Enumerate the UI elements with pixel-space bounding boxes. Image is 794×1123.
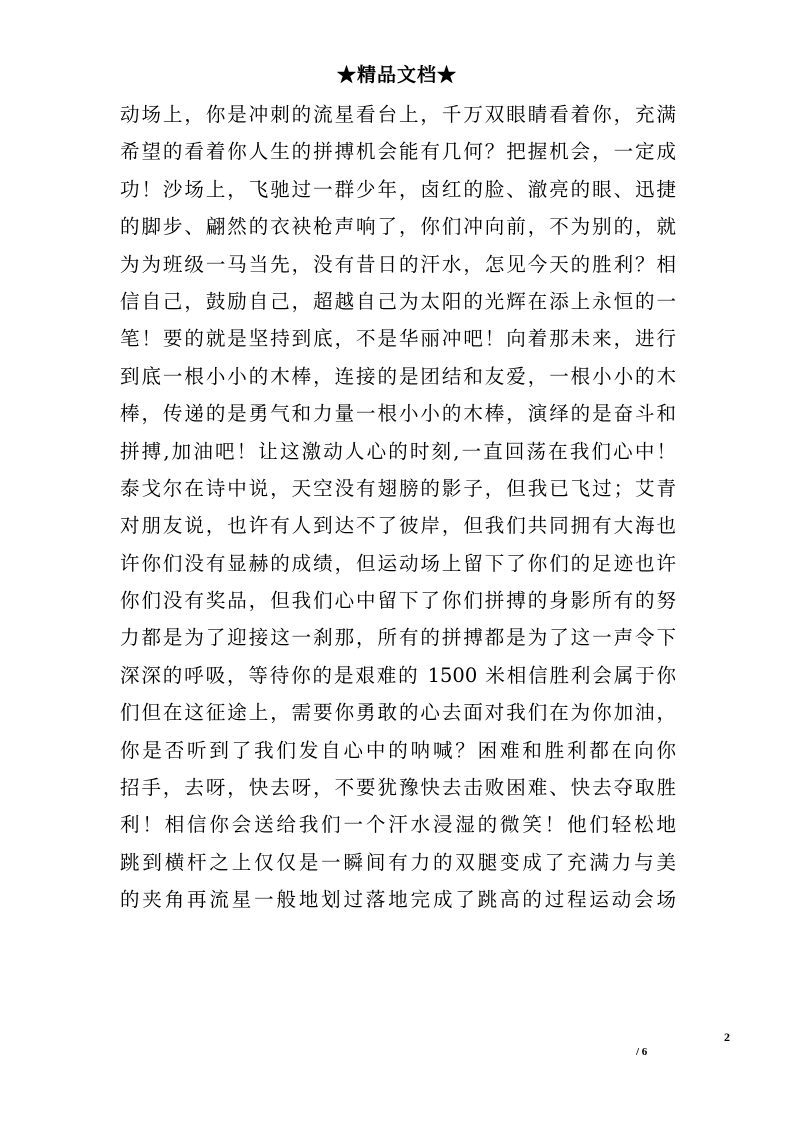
page-header-title: ★精品文档★ xyxy=(336,64,457,86)
page-number: 2 xyxy=(724,1030,730,1044)
text-line: 许你们没有显赫的成绩，但运动场上留下了你们的足迹也许 xyxy=(120,551,676,575)
text-line: 希望的看着你人生的拼搏机会能有几何？把握机会，一定成 xyxy=(120,140,676,164)
text-line: 对朋友说，也许有人到达不了彼岸，但我们共同拥有大海也 xyxy=(120,514,676,538)
document-body xyxy=(120,96,676,919)
text-line: 你是否听到了我们发自心中的呐喊？困难和胜利都在向你 xyxy=(120,738,676,762)
text-line: 棒，传递的是勇气和力量一根小小的木棒，演绎的是奋斗和 xyxy=(120,402,676,426)
text-line: 拼搏,加油吧！让这激动人心的时刻,一直回荡在我们心中！ xyxy=(120,439,676,463)
text-line: 招手，去呀，快去呀，不要犹豫快去击败困难、快去夺取胜 xyxy=(120,776,676,800)
text-line: 动场上，你是冲刺的流星看台上，千万双眼睛看着你，充满 xyxy=(120,103,676,126)
text-line: 为为班级一马当先，没有昔日的汗水，怎见今天的胜利？相 xyxy=(120,252,676,276)
text-line: 泰戈尔在诗中说，天空没有翅膀的影子，但我已飞过；艾青 xyxy=(120,476,676,500)
text-line: 们但在这征途上，需要你勇敢的心去面对我们在为你加油， xyxy=(120,701,676,725)
page-total: / 6 xyxy=(636,1046,648,1058)
text-line: 功！沙场上，飞驰过一群少年，卤红的脸、澈亮的眼、迅捷 xyxy=(120,177,676,201)
text-line: 信自己，鼓励自己，超越自己为太阳的光辉在添上永恒的一 xyxy=(120,289,676,313)
text-line: 跳到横杆之上仅仅是一瞬间有力的双腿变成了充满力与美 xyxy=(120,850,676,874)
text-line: 深深的呼吸，等待你的是艰难的 1500 米相信胜利会属于你 xyxy=(120,663,676,687)
text-line: 的脚步、翩然的衣袂枪声响了，你们冲向前，不为别的，就 xyxy=(120,215,676,239)
text-line: 笔！要的就是坚持到底，不是华丽冲吧！向着那未来，进行 xyxy=(120,327,676,351)
text-line: 利！相信你会送给我们一个汗水浸湿的微笑！他们轻松地 xyxy=(120,813,676,837)
text-line: 到底一根小小的木棒，连接的是团结和友爱，一根小小的木 xyxy=(120,364,676,388)
text-line: 你们没有奖品，但我们心中留下了你们拼搏的身影所有的努 xyxy=(120,589,676,613)
text-line: 力都是为了迎接这一刹那，所有的拼搏都是为了这一声令下 xyxy=(120,626,676,650)
text-line: 的夹角再流星一般地划过落地完成了跳高的过程运动会场 xyxy=(120,888,676,912)
